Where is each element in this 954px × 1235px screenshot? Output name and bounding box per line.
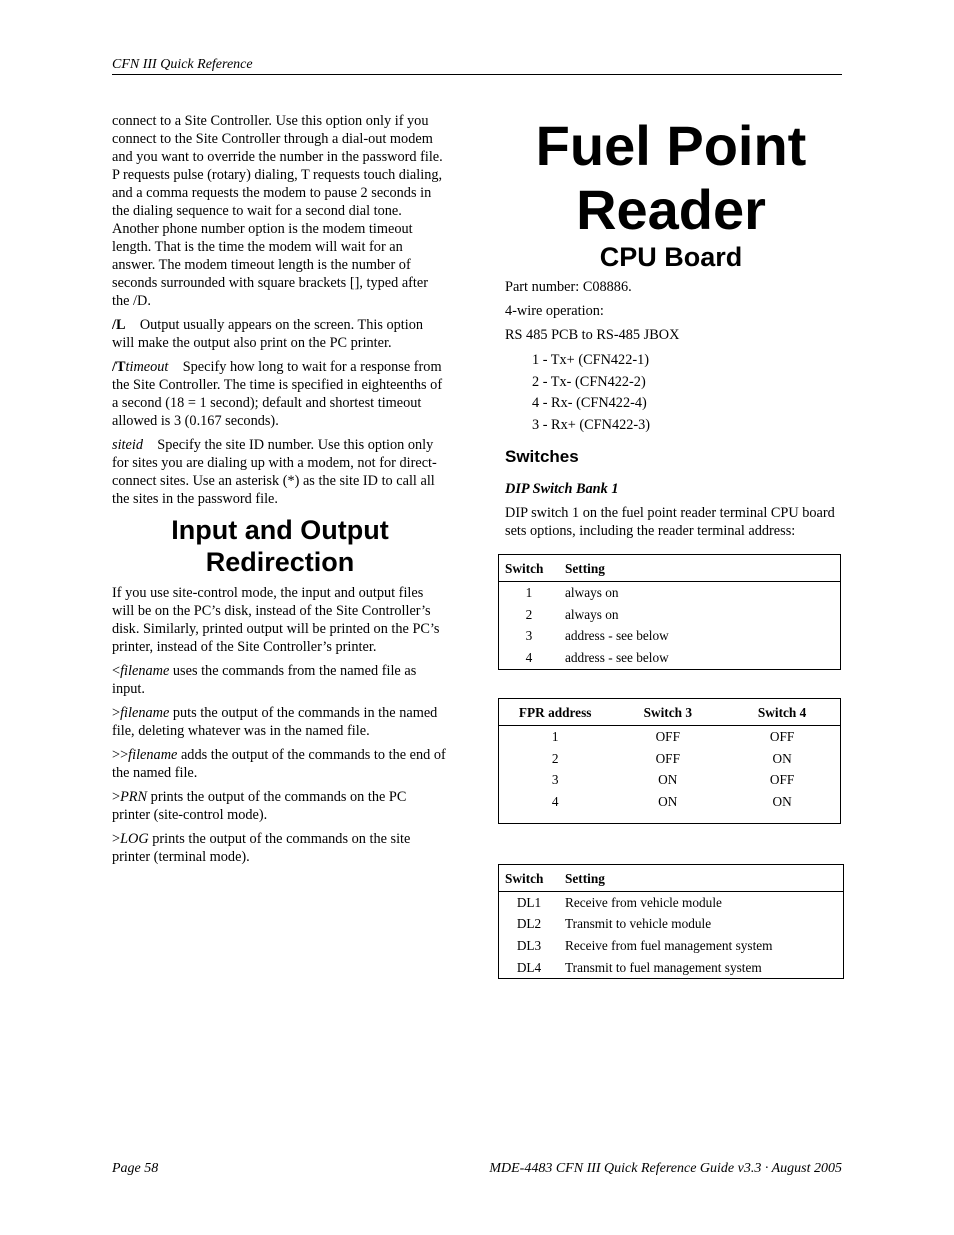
table-cell: OFF [655,728,680,744]
column-header: Setting [559,555,841,582]
column-header: Switch 4 [724,698,840,725]
table-cell: 1 [525,585,533,600]
column-header: Switch [499,864,560,891]
redirect-prefix: >> [112,747,129,763]
redirect-name: filename [120,663,170,679]
redirect-prefix: < [112,663,121,679]
wire-operation: 4-wire operation: [505,303,604,319]
table-cell: 3 [525,628,533,644]
dip-bank-heading: DIP Switch Bank 1 [505,481,619,497]
redirect-prefix: > [112,705,121,721]
table-row [499,891,844,913]
option-l [112,316,448,352]
redirect-text: uses the commands from the named file as input. [112,663,417,697]
option-t-param: timeout [125,359,169,375]
option-t-text: Specify how long to wait for a response from the Site Controller. The time is specified in eighteenths of a second (18 = 1 second); default and shortest timeout allowed is 3 (0.167 seconds). [112,359,443,429]
table-cell: 3 [551,772,559,788]
table-cell: 2 [525,606,533,622]
column-header: Switch [499,555,560,582]
table-row [499,748,841,770]
table-cell: DL3 [516,938,542,954]
wiring-item: 3 - Rx+ (CFN422-3) [532,416,651,433]
table-row [499,791,841,813]
redirect-name: filename [120,705,170,721]
table-cell: Receive from fuel management system [565,938,773,954]
table-cell: Transmit to fuel management system [565,959,762,975]
main-title: Fuel Point Reader [535,114,807,241]
right-column [498,110,844,979]
section-title-redirection: Input and Output Redirection [171,515,389,577]
table-cell: OFF [655,750,680,766]
table-cell: 2 [551,750,559,766]
redirect-item-4 [112,830,448,866]
redirect-item-2 [112,746,448,782]
table-cell: 1 [551,728,559,744]
wiring-item: 1 - Tx+ (CFN422-1) [532,352,650,368]
table-row [499,957,844,979]
redirect-item-1 [112,704,448,740]
wiring-item: 2 - Tx- (CFN422-2) [532,373,646,390]
table-cell: 4 [525,650,533,666]
table-cell: 4 [551,793,559,809]
table-cell: ON [658,772,678,788]
table-row [499,647,841,669]
column-header: Switch 3 [611,698,724,725]
option-l-key: /L [112,317,126,333]
option-siteid [112,436,448,508]
table-row [499,913,844,935]
table-row [499,935,844,957]
table-cell: ON [772,793,792,809]
footer-page-number: Page 58 [112,1161,159,1176]
table-row [499,582,841,604]
table-row-spacer [499,813,841,824]
table-cell: OFF [769,728,795,744]
option-siteid-text: Specify the site ID number. Use this option only for sites you are dialing up with a modem, not for direct-connect sites. Use an asterisk (*) as the site ID to call all the sites in the password file. [112,437,437,507]
footer-doc-title: MDE-4483 CFN III Quick Reference Guide v3.3 · August 2005 [489,1161,842,1176]
redirect-item-3 [112,788,448,824]
dip-switch-table [498,554,841,670]
option-t [112,358,448,430]
option-l-text: Output usually appears on the screen. This option will make the output also print on the PC printer. [112,317,424,351]
table-cell: OFF [769,772,795,788]
redirect-name: LOG [120,831,149,847]
led-table [498,864,844,980]
redirect-text: adds the output of the commands to the end of the named file. [112,747,446,781]
sub-title: CPU Board [599,242,743,272]
column-header: Setting [559,864,844,891]
wiring-list [532,350,844,436]
table-cell: ON [772,750,792,766]
rs485-line: RS 485 PCB to RS-485 JBOX [505,327,680,343]
table-cell: DL2 [516,916,542,932]
table-row [499,725,841,747]
paragraph-dial-options: connect to a Site Controller. Use this option only if you connect to the Site Controller through a dial-out modem and you want to override the number in the password file. P requests pulse (rotary) dialing, T requests touch dialing, and a comma requests the modem to pause 2 seconds in the dialing sequence to wait for a second dial tone. [112,113,443,219]
redirect-name: filename [128,747,178,763]
header-title: CFN III Quick Reference [112,57,253,72]
table-row [499,769,841,791]
table-cell: always on [565,585,619,600]
table-header-row [499,698,841,725]
table-row [499,604,841,626]
fpr-address-table [498,698,841,824]
page-header [112,57,842,75]
redirect-prefix: > [112,831,121,847]
redirect-text: puts the output of the commands in the named file, deleting whatever was in the named file. [112,705,438,739]
table-cell: always on [565,606,619,622]
table-header-row [499,864,844,891]
table-row [499,625,841,647]
redirect-prefix: > [112,789,121,805]
redirect-text: prints the output of the commands on the site printer (terminal mode). [112,831,411,865]
redirect-text: prints the output of the commands on the PC printer (site-control mode). [112,789,407,823]
table-cell: DL4 [516,959,542,975]
table-cell: Receive from vehicle module [565,894,722,910]
table-header-row [499,555,841,582]
part-number: Part number: C08886. [505,279,632,295]
left-column [112,112,448,872]
table-cell: ON [658,793,678,809]
table-cell: DL1 [516,894,542,910]
table-cell: address - see below [565,650,669,666]
redirect-name: PRN [120,789,148,805]
column-header: FPR address [499,698,612,725]
paragraph-site-control: If you use site-control mode, the input and output files will be on the PC’s disk, instead of the Site Controller’s disk. Similarly, printed output will be printed on the PC’s printer, instead of the Site Controller’s printer. [112,585,440,655]
table-cell: address - see below [565,628,669,644]
option-siteid-key: siteid [112,437,143,453]
paragraph-modem-timeout: Another phone number option is the modem timeout length. That is the time the modem will wait for an answer. The modem timeout length is the number of seconds surrounded with square brackets [], typed after the /D. [112,221,429,309]
wiring-item: 4 - Rx- (CFN422-4) [532,395,647,411]
redirect-item-0 [112,662,448,698]
page-footer [112,1161,842,1177]
option-t-key: /T [112,359,126,375]
switches-heading: Switches [505,447,579,466]
table-cell: Transmit to vehicle module [565,916,712,932]
dip-description: DIP switch 1 on the fuel point reader terminal CPU board sets options, including the reader terminal address: [505,505,835,539]
